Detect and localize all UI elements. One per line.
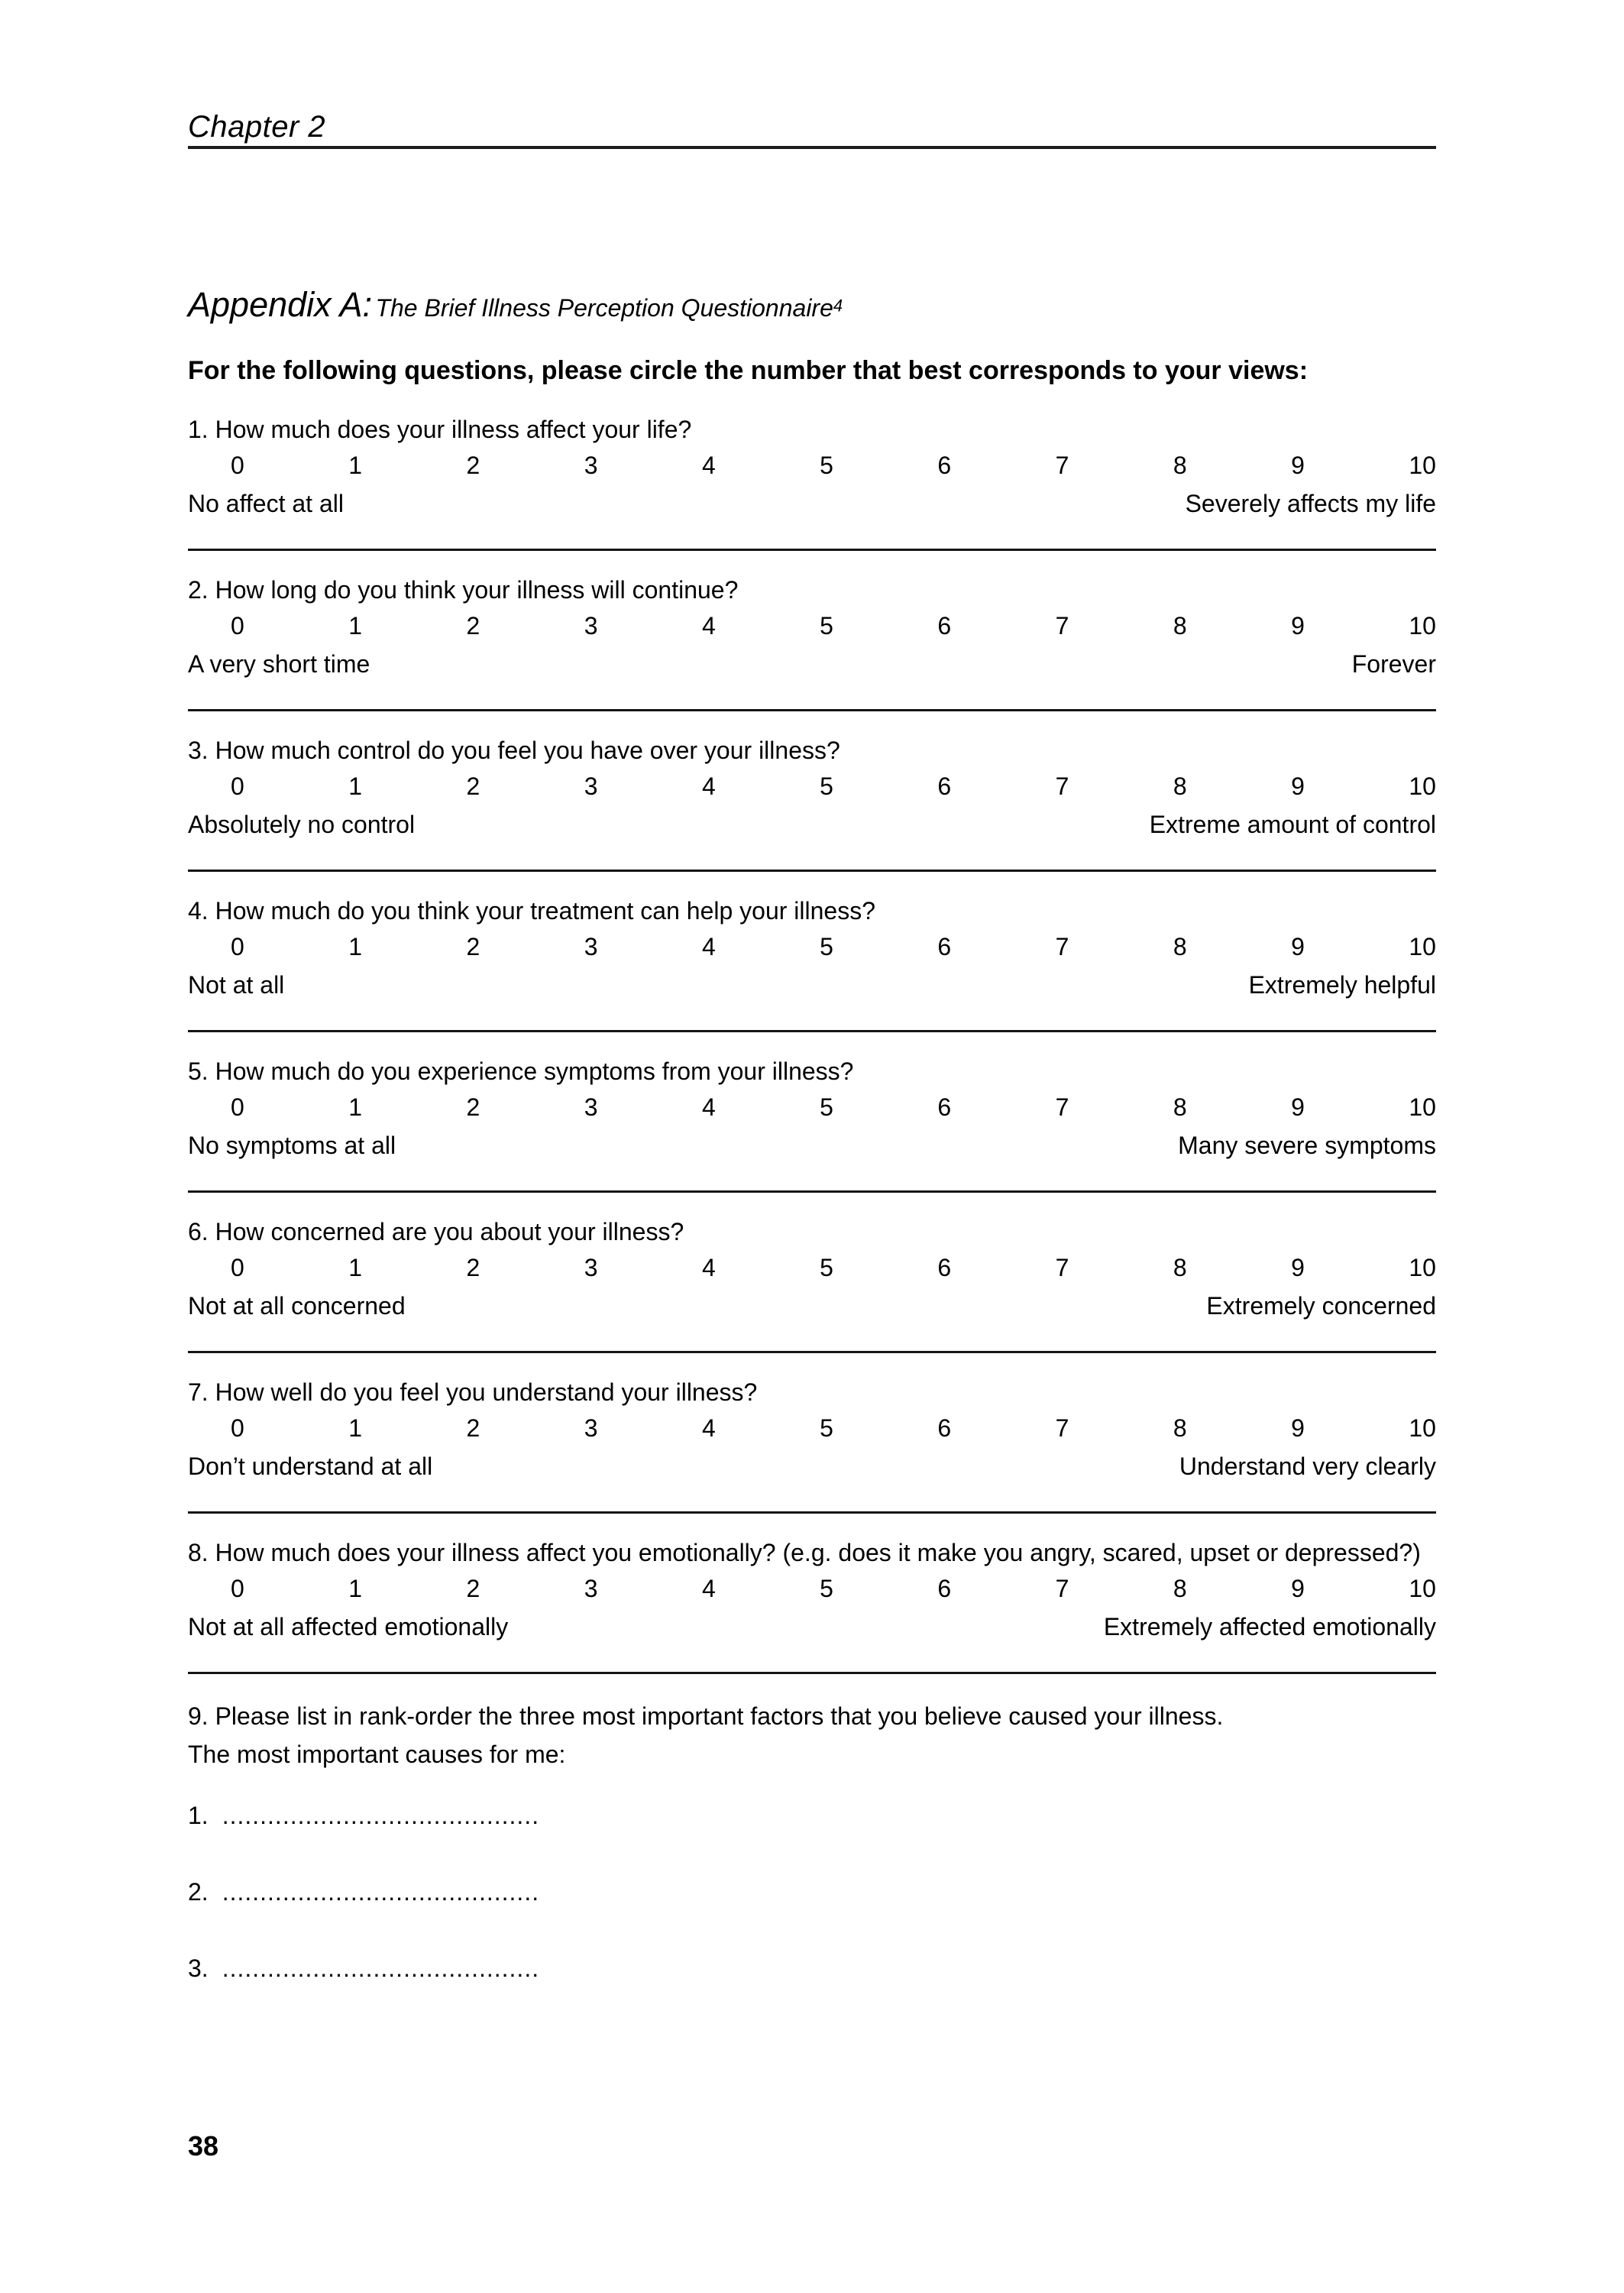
scale-number-4[interactable]: 4 bbox=[701, 1575, 716, 1602]
scale-number-5[interactable]: 5 bbox=[820, 1093, 833, 1121]
scale-number-2[interactable]: 2 bbox=[466, 612, 480, 640]
scale-number-9[interactable]: 9 bbox=[1291, 1093, 1305, 1121]
scale-number-1[interactable]: 1 bbox=[348, 772, 363, 800]
scale-number-5[interactable]: 5 bbox=[820, 933, 833, 960]
rating-scale bbox=[188, 931, 1436, 963]
anchor-row bbox=[188, 648, 1436, 680]
scale-number-0[interactable]: 0 bbox=[231, 933, 244, 960]
scale-number-2[interactable]: 2 bbox=[466, 1093, 480, 1121]
cause-answer-line[interactable]: .......................................... bbox=[222, 1802, 540, 1829]
cause-answer-line[interactable]: .......................................... bbox=[222, 1878, 540, 1906]
rating-scale bbox=[188, 1091, 1436, 1123]
cause-number: 1. bbox=[188, 1802, 209, 1829]
scale-number-8[interactable]: 8 bbox=[1173, 933, 1187, 960]
question-text: 9. Please list in rank-order the three most important factors that you believe caused your illness. bbox=[188, 1702, 1224, 1730]
scale-number-8[interactable]: 8 bbox=[1173, 1254, 1187, 1281]
scale-number-3[interactable]: 3 bbox=[584, 1093, 598, 1121]
scale-number-7[interactable]: 7 bbox=[1055, 1414, 1069, 1442]
anchor-right-label: Extremely affected emotionally bbox=[1103, 1613, 1436, 1640]
section-divider bbox=[188, 1672, 1436, 1674]
cause-list bbox=[188, 1799, 1436, 1984]
question-block-7 bbox=[188, 1376, 1436, 1514]
cause-item-3 bbox=[188, 1952, 1436, 1984]
scale-number-1[interactable]: 1 bbox=[348, 452, 363, 479]
appendix-title bbox=[188, 285, 1436, 325]
rating-scale bbox=[188, 449, 1436, 481]
question-block-5 bbox=[188, 1055, 1436, 1193]
scale-number-0[interactable]: 0 bbox=[231, 1575, 244, 1602]
scale-number-1[interactable]: 1 bbox=[348, 1414, 363, 1442]
cause-number: 2. bbox=[188, 1878, 209, 1906]
rating-scale bbox=[188, 1572, 1436, 1605]
cause-item-1 bbox=[188, 1799, 1436, 1831]
anchor-left-label: Not at all bbox=[188, 971, 285, 999]
cause-item-2 bbox=[188, 1876, 1436, 1908]
scale-number-3[interactable]: 3 bbox=[584, 1414, 598, 1442]
scale-number-5[interactable]: 5 bbox=[820, 452, 833, 479]
scale-number-2[interactable]: 2 bbox=[466, 452, 480, 479]
scale-number-8[interactable]: 8 bbox=[1173, 1414, 1187, 1442]
scale-number-3[interactable]: 3 bbox=[584, 612, 598, 640]
running-header: Chapter 2 bbox=[188, 110, 326, 144]
appendix-title-footnote-marker: 4 bbox=[833, 296, 843, 316]
scale-number-8[interactable]: 8 bbox=[1173, 1575, 1187, 1602]
question-text: 7. How well do you feel you understand your illness? bbox=[188, 1378, 758, 1406]
scale-number-4[interactable]: 4 bbox=[701, 612, 716, 640]
scale-number-4[interactable]: 4 bbox=[701, 772, 716, 800]
anchor-row bbox=[188, 1290, 1436, 1322]
scale-number-10[interactable]: 10 bbox=[1409, 452, 1436, 479]
scale-number-10[interactable]: 10 bbox=[1409, 933, 1436, 960]
scale-number-9[interactable]: 9 bbox=[1291, 1575, 1305, 1602]
anchor-left-label: No symptoms at all bbox=[188, 1132, 396, 1159]
rating-scale bbox=[188, 1252, 1436, 1284]
scale-number-3[interactable]: 3 bbox=[584, 933, 598, 960]
scale-number-0[interactable]: 0 bbox=[231, 1254, 244, 1281]
anchor-row bbox=[188, 808, 1436, 840]
scale-number-4[interactable]: 4 bbox=[701, 1093, 716, 1121]
scale-number-7[interactable]: 7 bbox=[1055, 452, 1069, 479]
question-text: 6. How concerned are you about your illness? bbox=[188, 1218, 684, 1245]
scale-number-7[interactable]: 7 bbox=[1055, 612, 1069, 640]
scale-number-9[interactable]: 9 bbox=[1291, 612, 1305, 640]
scale-number-2[interactable]: 2 bbox=[466, 1254, 480, 1281]
scale-number-5[interactable]: 5 bbox=[820, 1254, 833, 1281]
anchor-row bbox=[188, 1450, 1436, 1482]
question-block-4 bbox=[188, 895, 1436, 1032]
scale-number-5[interactable]: 5 bbox=[820, 1575, 833, 1602]
scale-number-4[interactable]: 4 bbox=[701, 1254, 716, 1281]
scale-number-7[interactable]: 7 bbox=[1055, 1254, 1069, 1281]
section-divider bbox=[188, 1190, 1436, 1193]
anchor-left-label: Absolutely no control bbox=[188, 811, 416, 838]
scale-number-6[interactable]: 6 bbox=[937, 1414, 952, 1442]
rating-scale bbox=[188, 610, 1436, 642]
anchor-row bbox=[188, 969, 1436, 1001]
scale-number-10[interactable]: 10 bbox=[1409, 1575, 1436, 1602]
scale-number-8[interactable]: 8 bbox=[1173, 452, 1187, 479]
anchor-right-label: Understand very clearly bbox=[1179, 1453, 1436, 1480]
scale-number-3[interactable]: 3 bbox=[584, 772, 598, 800]
question-text: 4. How much do you think your treatment can help your illness? bbox=[188, 897, 876, 925]
question-block-2 bbox=[188, 574, 1436, 711]
scale-number-6[interactable]: 6 bbox=[937, 1254, 952, 1281]
scale-number-1[interactable]: 1 bbox=[348, 1575, 363, 1602]
anchor-right-label: Many severe symptoms bbox=[1178, 1132, 1436, 1159]
section-divider bbox=[188, 549, 1436, 551]
scale-number-2[interactable]: 2 bbox=[466, 1575, 480, 1602]
anchor-right-label: Extreme amount of control bbox=[1149, 811, 1436, 838]
instruction-line: For the following questions, please circle the number that best corresponds to your views: bbox=[188, 356, 1309, 385]
scale-number-9[interactable]: 9 bbox=[1291, 772, 1305, 800]
anchor-row bbox=[188, 1611, 1436, 1643]
scale-number-3[interactable]: 3 bbox=[584, 1254, 598, 1281]
scale-number-10[interactable]: 10 bbox=[1409, 1093, 1436, 1121]
question-text: 2. How long do you think your illness will continue? bbox=[188, 576, 739, 604]
scale-number-10[interactable]: 10 bbox=[1409, 1414, 1436, 1442]
scale-number-2[interactable]: 2 bbox=[466, 1414, 480, 1442]
scale-number-6[interactable]: 6 bbox=[937, 1093, 952, 1121]
scale-number-2[interactable]: 2 bbox=[466, 933, 480, 960]
scale-number-3[interactable]: 3 bbox=[584, 452, 598, 479]
section-divider bbox=[188, 709, 1436, 711]
anchor-left-label: Not at all concerned bbox=[188, 1292, 406, 1320]
scale-number-4[interactable]: 4 bbox=[701, 452, 716, 479]
scale-number-10[interactable]: 10 bbox=[1409, 772, 1436, 800]
scale-number-6[interactable]: 6 bbox=[937, 452, 952, 479]
scale-number-8[interactable]: 8 bbox=[1173, 612, 1187, 640]
scale-number-5[interactable]: 5 bbox=[820, 612, 833, 640]
scale-number-10[interactable]: 10 bbox=[1409, 1254, 1436, 1281]
rating-scale bbox=[188, 770, 1436, 802]
scale-number-9[interactable]: 9 bbox=[1291, 1254, 1305, 1281]
question-text: 8. How much does your illness affect you emotionally? (e.g. does it make you angry, scared, upset or depressed?) bbox=[188, 1539, 1421, 1566]
question-block-9 bbox=[188, 1697, 1436, 1984]
scale-number-5[interactable]: 5 bbox=[820, 772, 833, 800]
scale-number-0[interactable]: 0 bbox=[231, 1414, 244, 1442]
scale-number-3[interactable]: 3 bbox=[584, 1575, 598, 1602]
question-text: 5. How much do you experience symptoms from your illness? bbox=[188, 1057, 854, 1085]
anchor-left-label: No affect at all bbox=[188, 490, 344, 517]
scale-number-4[interactable]: 4 bbox=[701, 933, 716, 960]
scale-number-5[interactable]: 5 bbox=[820, 1414, 833, 1442]
scale-number-1[interactable]: 1 bbox=[348, 1254, 363, 1281]
scale-number-8[interactable]: 8 bbox=[1173, 1093, 1187, 1121]
scale-number-1[interactable]: 1 bbox=[348, 612, 363, 640]
anchor-right-label: Forever bbox=[1351, 650, 1436, 678]
section-divider bbox=[188, 870, 1436, 872]
anchor-left-label: Don’t understand at all bbox=[188, 1453, 433, 1480]
anchor-right-label: Extremely helpful bbox=[1248, 971, 1436, 999]
scale-number-0[interactable]: 0 bbox=[231, 452, 244, 479]
anchor-row bbox=[188, 1129, 1436, 1161]
section-divider bbox=[188, 1030, 1436, 1032]
scale-number-7[interactable]: 7 bbox=[1055, 933, 1069, 960]
scale-number-1[interactable]: 1 bbox=[348, 933, 363, 960]
section-divider bbox=[188, 1351, 1436, 1353]
scale-number-1[interactable]: 1 bbox=[348, 1093, 363, 1121]
scale-number-9[interactable]: 9 bbox=[1291, 452, 1305, 479]
scale-number-7[interactable]: 7 bbox=[1055, 1093, 1069, 1121]
scale-number-2[interactable]: 2 bbox=[466, 772, 480, 800]
scale-number-6[interactable]: 6 bbox=[937, 933, 952, 960]
scale-number-10[interactable]: 10 bbox=[1409, 612, 1436, 640]
cause-number: 3. bbox=[188, 1955, 209, 1982]
anchor-right-label: Extremely concerned bbox=[1206, 1292, 1436, 1320]
page-number: 38 bbox=[188, 2130, 219, 2162]
scale-number-9[interactable]: 9 bbox=[1291, 1414, 1305, 1442]
scale-number-6[interactable]: 6 bbox=[937, 612, 952, 640]
scale-number-6[interactable]: 6 bbox=[937, 1575, 952, 1602]
scale-number-0[interactable]: 0 bbox=[231, 1093, 244, 1121]
appendix-title-name: The Brief Illness Perception Questionnaire bbox=[375, 294, 833, 322]
question-text: 3. How much control do you feel you have over your illness? bbox=[188, 737, 840, 764]
scale-number-7[interactable]: 7 bbox=[1055, 772, 1069, 800]
anchor-left-label: A very short time bbox=[188, 650, 370, 678]
scale-number-6[interactable]: 6 bbox=[937, 772, 952, 800]
scale-number-4[interactable]: 4 bbox=[701, 1414, 716, 1442]
scale-number-0[interactable]: 0 bbox=[231, 612, 244, 640]
rating-scale bbox=[188, 1412, 1436, 1444]
question-subtext: The most important causes for me: bbox=[188, 1741, 566, 1768]
question-text: 1. How much does your illness affect your life? bbox=[188, 416, 692, 443]
anchor-left-label: Not at all affected emotionally bbox=[188, 1613, 509, 1640]
scale-number-9[interactable]: 9 bbox=[1291, 933, 1305, 960]
cause-answer-line[interactable]: .......................................... bbox=[222, 1955, 540, 1982]
scale-number-8[interactable]: 8 bbox=[1173, 772, 1187, 800]
header-rule bbox=[188, 146, 1436, 149]
question-block-6 bbox=[188, 1216, 1436, 1353]
scale-number-7[interactable]: 7 bbox=[1055, 1575, 1069, 1602]
appendix-title-prefix: Appendix A: bbox=[188, 285, 372, 324]
anchor-row bbox=[188, 487, 1436, 520]
question-block-3 bbox=[188, 734, 1436, 872]
question-block-8 bbox=[188, 1537, 1436, 1674]
scale-number-0[interactable]: 0 bbox=[231, 772, 244, 800]
question-block-1 bbox=[188, 413, 1436, 551]
anchor-right-label: Severely affects my life bbox=[1185, 490, 1436, 517]
section-divider bbox=[188, 1511, 1436, 1514]
